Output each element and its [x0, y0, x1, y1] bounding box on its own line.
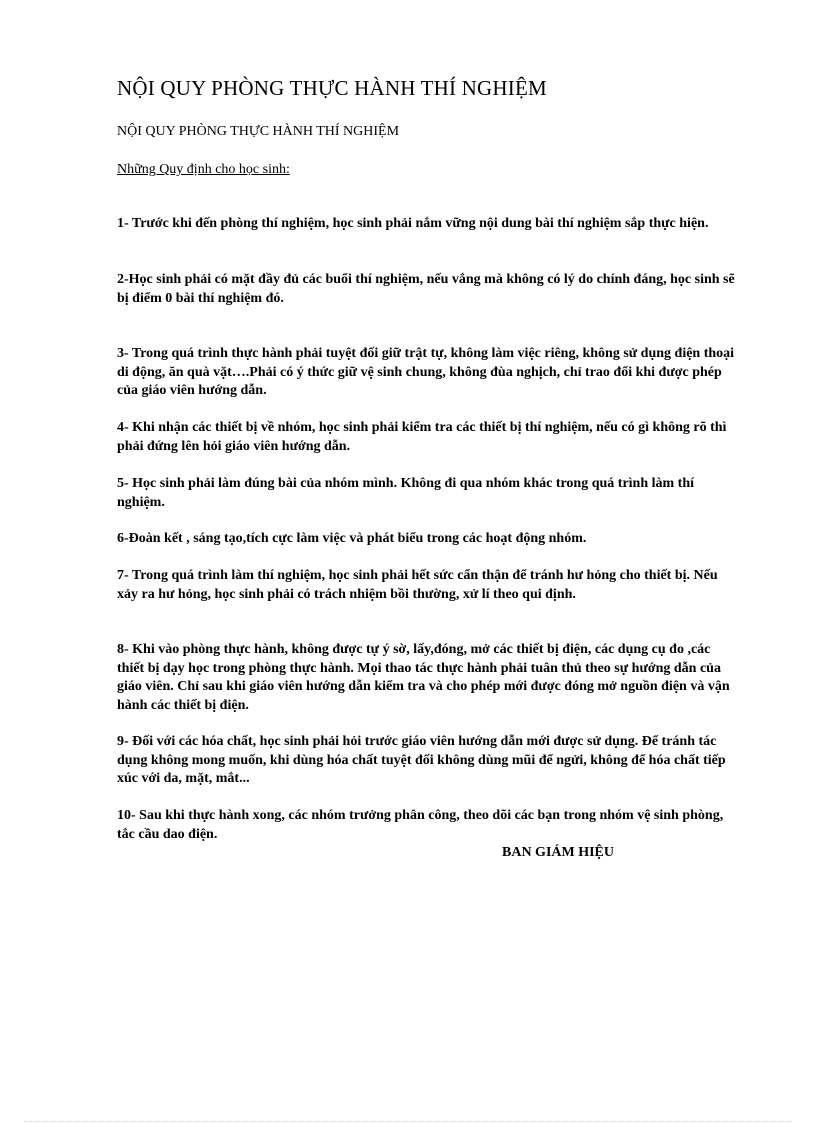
- rule-8: 8- Khi vào phòng thực hành, không được tự ý sờ, lấy,đóng, mở các thiết bị điện, các dụng cụ đo ,các thiết bị dạy học trong phòng thực hành. Mọi thao tác thực hành phải tuân thủ theo sự hướng dẫn của giáo viên. Chỉ sau khi giáo viên hướng dẫn kiểm tra và cho phép mới được đóng mở nguồn điện và vận hành các thiết bị điện.: [117, 642, 730, 713]
- rule-7: 7- Trong quá trình làm thí nghiệm, học sinh phải hết sức cẩn thận để tránh hư hỏng cho thiết bị. Nếu xảy ra hư hỏng, học sinh phải có trách nhiệm bồi thường, xử lí theo qui định.: [117, 568, 718, 602]
- rule-10: 10- Sau khi thực hành xong, các nhóm trưởng phân công, theo dõi các bạn trong nhóm vệ sinh phòng, tắc cầu dao điện.: [117, 808, 724, 842]
- rule-5: 5- Học sinh phải làm đúng bài của nhóm mình. Không đi qua nhóm khác trong quá trình làm thí nghiệm.: [117, 476, 695, 510]
- rule-6: 6-Đoàn kết , sáng tạo,tích cực làm việc và phát biểu trong các hoạt động nhóm.: [117, 531, 587, 546]
- signature: BAN GIÁM HIỆU: [502, 845, 615, 860]
- document-title: NỘI QUY PHÒNG THỰC HÀNH THÍ NGHIỆM: [117, 76, 547, 100]
- rule-4: 4- Khi nhận các thiết bị về nhóm, học sinh phải kiểm tra các thiết bị thí nghiệm, nếu có gì không rõ thì phải đứng lên hỏi giáo viên hướng dẫn.: [117, 420, 727, 454]
- page-bottom-border: [24, 1121, 792, 1122]
- rule-3: 3- Trong quá trình thực hành phải tuyệt đối giữ trật tự, không làm việc riêng, không sử dụng điện thoại di động, ăn quà vặt….Phải có ý thức giữ vệ sinh chung, không đùa nghịch, chỉ trao đổi khi được phép của giáo viên hướng dẫn.: [117, 346, 735, 398]
- document-subtitle: NỘI QUY PHÒNG THỰC HÀNH THÍ NGHIỆM: [117, 124, 400, 139]
- section-heading: Những Quy định cho học sinh:: [117, 162, 290, 177]
- rule-9: 9- Đối với các hóa chất, học sinh phải hỏi trước giáo viên hướng dẫn mới được sử dụng. Để tránh tác dụng không mong muốn, khi dùng hóa chất tuyệt đối không dùng mũi để ngửi, không để hóa chất tiếp xúc với da, mặt, mắt...: [117, 734, 726, 786]
- rule-1: 1- Trước khi đến phòng thí nghiệm, học sinh phải nắm vững nội dung bài thí nghiệm sắp thực hiện.: [117, 216, 709, 231]
- rule-2: 2-Học sinh phải có mặt đầy đủ các buổi thí nghiệm, nếu vắng mà không có lý do chính đáng, học sinh sẽ bị điểm 0 bài thí nghiệm đó.: [117, 272, 735, 306]
